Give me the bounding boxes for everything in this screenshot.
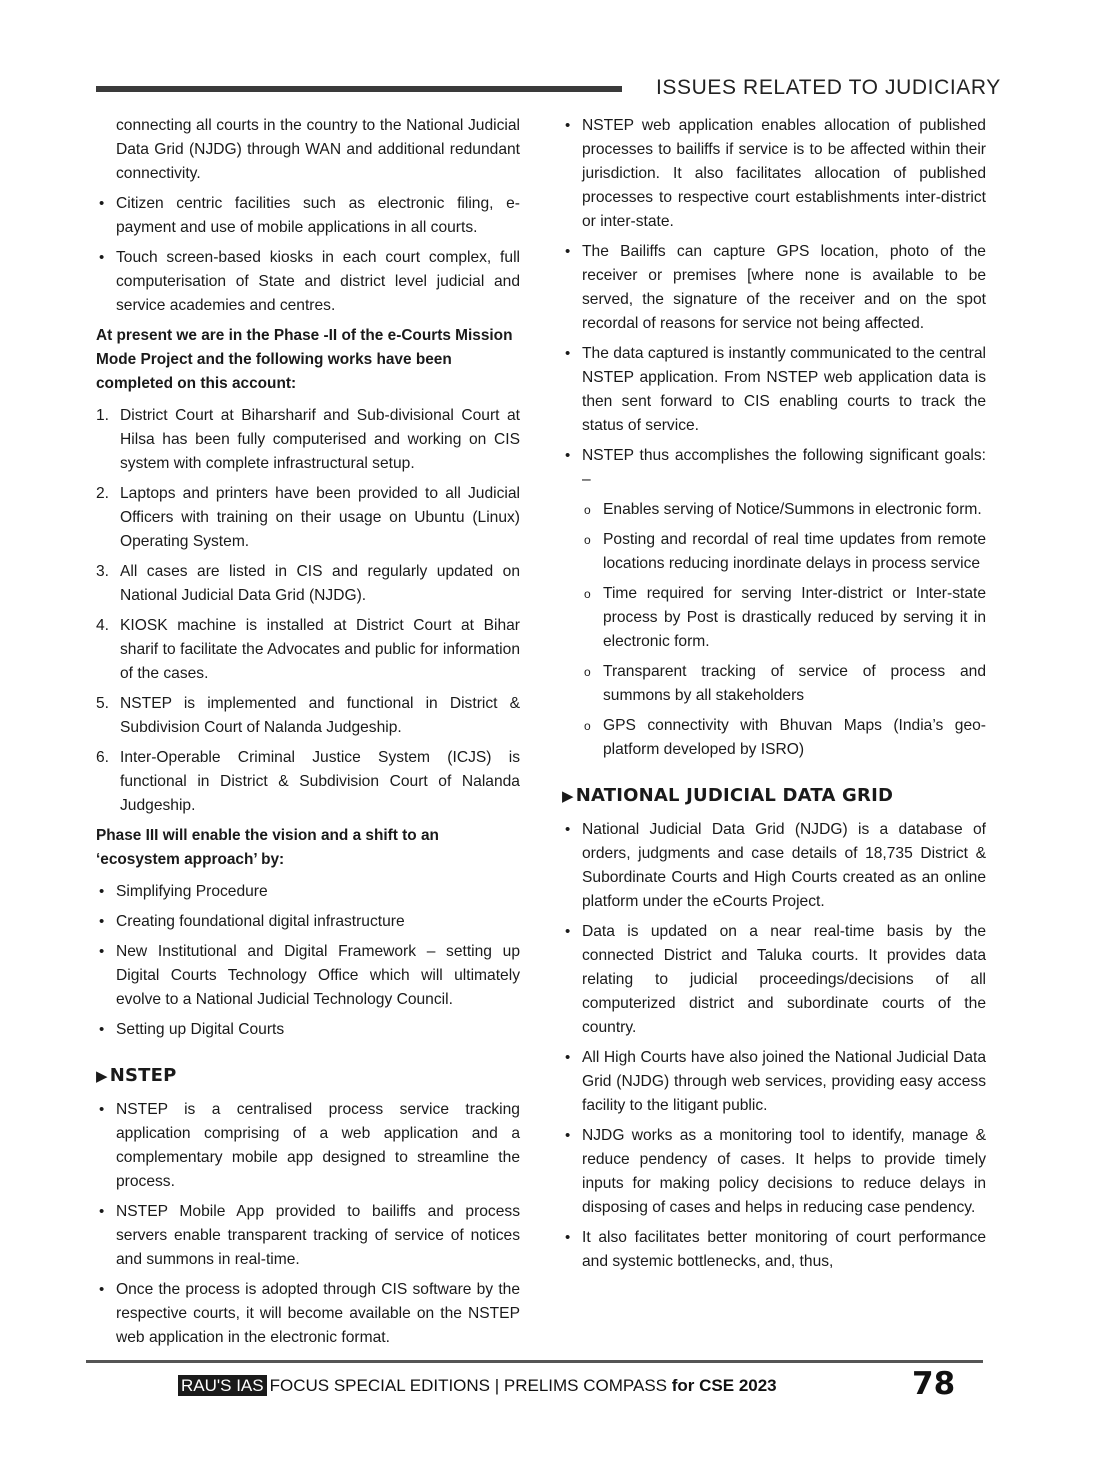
right-column — [562, 114, 986, 1280]
sub-list-item: o Time required for serving Inter-district or Inter-state process by Post is drastically reduced by serving it in electronic form. — [562, 582, 986, 654]
section-title: ISSUES RELATED TO JUDICIARY — [656, 76, 1001, 99]
brand-logo: RAU'S IAS — [178, 1375, 267, 1396]
numbered-item: 1. District Court at Biharsharif and Sub-divisional Court at Hilsa has been fully computerised and working on CIS system with complete infrastructural setup. — [96, 407, 520, 472]
sub-list-item: o Transparent tracking of service of process and summons by all stakeholders — [562, 660, 986, 708]
page-number: 78 — [912, 1366, 956, 1402]
numbered-item: 3. All cases are listed in CIS and regularly updated on National Judicial Data Grid (NJDG). — [96, 563, 520, 604]
list-item: • New Institutional and Digital Framework – setting up Digital Courts Technology Office which will ultimately evolve to a National Judicial Technology Council. — [96, 940, 520, 1012]
njdg-heading: ▶ NATIONAL JUDICIAL DATA GRID — [562, 785, 894, 806]
list-item: • NJDG works as a monitoring tool to identify, manage & reduce pendency of cases. It helps to provide timely inputs for making policy decisions to reduce delays in disposing of cases and helps in reducing case pendency. — [562, 1124, 986, 1220]
footer-edition: FOCUS SPECIAL EDITIONS | PRELIMS COMPASS — [269, 1376, 667, 1395]
numbered-item: 2. Laptops and printers have been provided to all Judicial Officers with training on their usage on Ubuntu (Linux) Operating System. — [96, 485, 520, 550]
footer-for: for — [671, 1376, 695, 1395]
continued-paragraph: connecting all courts in the country to the National Judicial Data Grid (NJDG) through WAN and additional redundant connectivity. — [116, 117, 520, 182]
footer-text — [178, 1376, 777, 1396]
list-item: • Simplifying Procedure — [96, 880, 520, 904]
phase3-intro: Phase III will enable the vision and a shift to an ‘ecosystem approach’ by: — [96, 827, 439, 868]
list-item: • NSTEP is a centralised process service tracking application comprising of a web application and a complementary mobile app designed to streamline the process. — [96, 1098, 520, 1194]
numbered-item: 5. NSTEP is implemented and functional in District & Subdivision Court of Nalanda Judgeship. — [96, 695, 520, 736]
list-item: • Data is updated on a near real-time basis by the connected District and Taluka courts. It provides data relating to judicial proceedings/decisions of all computerized district and subordinate courts of the country. — [562, 920, 986, 1040]
list-item: • Touch screen-based kiosks in each court complex, full computerisation of State and district level judicial and service academies and centres. — [96, 246, 520, 318]
footer-rule — [86, 1360, 983, 1363]
list-item: • NSTEP Mobile App provided to bailiffs and process servers enable transparent tracking of service of notices and summons in real-time. — [96, 1200, 520, 1272]
sub-list-item: o GPS connectivity with Bhuvan Maps (India’s geo-platform developed by ISRO) — [562, 714, 986, 762]
list-item: • It also facilitates better monitoring of court performance and systemic bottlenecks, and, thus, — [562, 1226, 986, 1274]
list-item: • NSTEP thus accomplishes the following significant goals: – — [562, 444, 986, 492]
list-item: • The Bailiffs can capture GPS location, photo of the receiver or premises [where none is available to be served, the signature of the receiver and on the spot recordal of reasons for service not being affected. — [562, 240, 986, 336]
list-item: • NSTEP web application enables allocation of published processes to bailiffs if service is to be affected within their jurisdiction. It also facilitates allocation of published processes to respective court establishments inter-district or inter-state. — [562, 114, 986, 234]
list-item: • National Judicial Data Grid (NJDG) is a database of orders, judgments and case details of 18,735 District & Subordinate Courts and High Courts created as an online platform under the eCourts Project. — [562, 818, 986, 914]
footer-exam: CSE 2023 — [699, 1376, 777, 1395]
list-item: • All High Courts have also joined the National Judicial Data Grid (NJDG) through web services, providing easy access facility to the litigant public. — [562, 1046, 986, 1118]
left-column — [96, 114, 520, 1356]
list-item: • Setting up Digital Courts — [96, 1018, 520, 1042]
numbered-item: 4. KIOSK machine is installed at District Court at Bihar sharif to facilitate the Advocates and public for information of the cases. — [96, 617, 520, 682]
sub-list-item: o Posting and recordal of real time updates from remote locations reducing inordinate delays in process service — [562, 528, 986, 576]
sub-list-item: o Enables serving of Notice/Summons in electronic form. — [562, 498, 986, 522]
list-item: • Creating foundational digital infrastructure — [96, 910, 520, 934]
list-item: • Citizen centric facilities such as electronic filing, e-payment and use of mobile applications in all courts. — [96, 192, 520, 240]
triangle-icon: ▶ — [562, 787, 574, 805]
phase2-intro: At present we are in the Phase -II of the e-Courts Mission Mode Project and the following works have been completed on this account: — [96, 327, 513, 392]
header-rule — [96, 86, 622, 92]
list-item: • The data captured is instantly communicated to the central NSTEP application. From NSTEP web application data is then sent forward to CIS enabling courts to track the status of service. — [562, 342, 986, 438]
numbered-item: 6. Inter-Operable Criminal Justice System (ICJS) is functional in District & Subdivision Court of Nalanda Judgeship. — [96, 749, 520, 814]
nstep-heading: ▶ NSTEP — [96, 1065, 177, 1086]
list-item: • Once the process is adopted through CIS software by the respective courts, it will become available on the NSTEP web application in the electronic format. — [96, 1278, 520, 1350]
triangle-icon: ▶ — [96, 1067, 108, 1085]
